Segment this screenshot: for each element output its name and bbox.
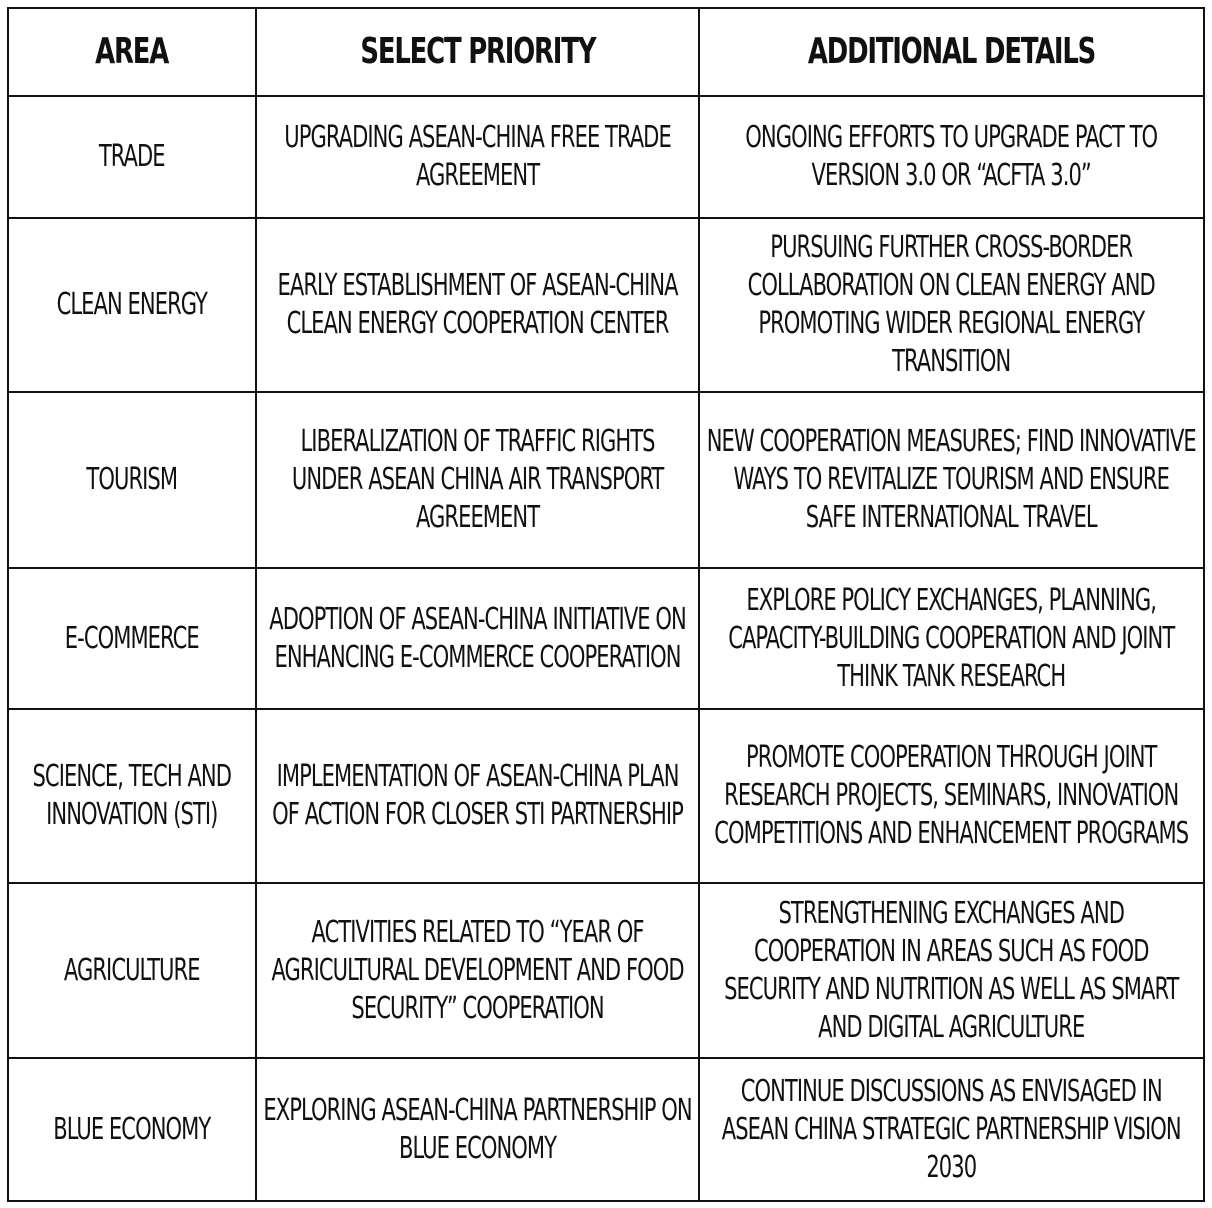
priorities-table	[7, 7, 1205, 1202]
table-row	[8, 883, 1204, 1058]
details-cell: ONGOING EFFORTS TO UPGRADE PACT TO VERSION 3.0 OR “ACFTA 3.0”	[699, 96, 1204, 218]
area-cell: TRADE	[8, 96, 256, 218]
header-details: ADDITIONAL DETAILS	[699, 8, 1204, 96]
area-cell: CLEAN ENERGY	[8, 218, 256, 392]
details-cell: CONTINUE DISCUSSIONS AS ENVISAGED IN ASEAN CHINA STRATEGIC PARTNERSHIP VISION 2030	[699, 1058, 1204, 1201]
priority-cell: UPGRADING ASEAN-CHINA FREE TRADE AGREEMENT	[256, 96, 699, 218]
priority-cell: EXPLORING ASEAN-CHINA PARTNERSHIP ON BLUE ECONOMY	[256, 1058, 699, 1201]
area-cell: AGRICULTURE	[8, 883, 256, 1058]
priority-cell: EARLY ESTABLISHMENT OF ASEAN-CHINA CLEAN ENERGY COOPERATION CENTER	[256, 218, 699, 392]
details-cell: PROMOTE COOPERATION THROUGH JOINT RESEARCH PROJECTS, SEMINARS, INNOVATION COMPETITIONS AND ENHANCEMENT PROGRAMS	[699, 709, 1204, 883]
details-cell: STRENGTHENING EXCHANGES AND COOPERATION IN AREAS SUCH AS FOOD SECURITY AND NUTRITION AS WELL AS SMART AND DIGITAL AGRICULTURE	[699, 883, 1204, 1058]
details-cell: NEW COOPERATION MEASURES; FIND INNOVATIVE WAYS TO REVITALIZE TOURISM AND ENSURE SAFE INTERNATIONAL TRAVEL	[699, 392, 1204, 568]
details-cell: EXPLORE POLICY EXCHANGES, PLANNING, CAPACITY-BUILDING COOPERATION AND JOINT THINK TANK RESEARCH	[699, 568, 1204, 709]
priority-cell: LIBERALIZATION OF TRAFFIC RIGHTS UNDER ASEAN CHINA AIR TRANSPORT AGREEMENT	[256, 392, 699, 568]
header-row	[8, 8, 1204, 96]
table-row	[8, 96, 1204, 218]
table-row	[8, 709, 1204, 883]
priority-cell: ADOPTION OF ASEAN-CHINA INITIATIVE ON ENHANCING E-COMMERCE COOPERATION	[256, 568, 699, 709]
details-cell: PURSUING FURTHER CROSS-BORDER COLLABORATION ON CLEAN ENERGY AND PROMOTING WIDER REGIONAL ENERGY TRANSITION	[699, 218, 1204, 392]
area-cell: SCIENCE, TECH AND INNOVATION (STI)	[8, 709, 256, 883]
area-cell: E-COMMERCE	[8, 568, 256, 709]
area-cell: TOURISM	[8, 392, 256, 568]
table-row	[8, 218, 1204, 392]
priority-cell: ACTIVITIES RELATED TO “YEAR OF AGRICULTURAL DEVELOPMENT AND FOOD SECURITY” COOPERATION	[256, 883, 699, 1058]
header-area: AREA	[8, 8, 256, 96]
table-row	[8, 568, 1204, 709]
header-priority: SELECT PRIORITY	[256, 8, 699, 96]
priority-cell: IMPLEMENTATION OF ASEAN-CHINA PLAN OF ACTION FOR CLOSER STI PARTNERSHIP	[256, 709, 699, 883]
table-row	[8, 392, 1204, 568]
area-cell: BLUE ECONOMY	[8, 1058, 256, 1201]
table-row	[8, 1058, 1204, 1201]
